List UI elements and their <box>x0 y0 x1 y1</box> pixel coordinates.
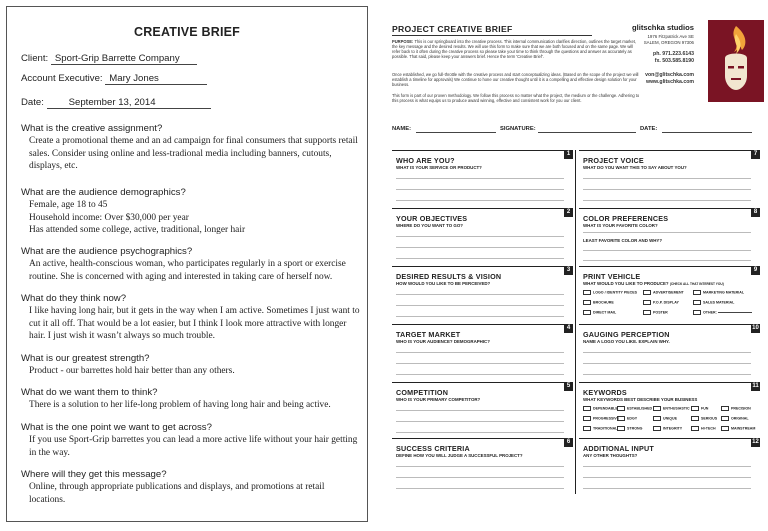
checkbox-box[interactable] <box>691 406 699 411</box>
answer-one-point: If you use Sport-Grip barrettes you can lead a more active life without your hair getting in the way. <box>29 435 358 458</box>
section-number: 6 <box>564 438 573 447</box>
client-value: Sport-Grip Barrette Company <box>51 53 197 65</box>
section-number: 2 <box>564 208 573 217</box>
section-question: WHAT IS YOUR FAVORITE COLOR? <box>583 223 658 228</box>
checkbox-label: MARKETING MATERIAL <box>703 290 745 295</box>
answer-line[interactable] <box>396 477 564 478</box>
keyword-option[interactable] <box>583 406 618 411</box>
purpose-text: This is our springboard into the creative process. This internal communication clarifies direction, outlines the target market, the key message and the desired results. We will use this form to make sure that we are both focused and on the same page. We will refer back to it often during the creative process so please take your time to think through the questions and answer as accurately as possible. That said, please keep your answers brief. Hence the term 'Creative Brief'. <box>392 39 637 60</box>
answer-line[interactable] <box>396 294 564 295</box>
section-rule <box>579 324 760 325</box>
answer-line[interactable] <box>583 200 751 201</box>
answer-line[interactable] <box>396 189 564 190</box>
checkbox-box[interactable] <box>643 300 651 305</box>
address-line: 1976 Fitzpatrick Ave SE <box>647 34 694 39</box>
page-title: PROJECT CREATIVE BRIEF <box>392 24 513 34</box>
checkbox-box[interactable] <box>653 426 661 431</box>
keyword-label: HI-TECH <box>701 426 716 431</box>
answer-line[interactable] <box>583 232 751 233</box>
address-line: SALEM, OREGON 97306 <box>643 39 694 45</box>
answer-line[interactable] <box>396 305 564 306</box>
checkbox-box[interactable] <box>721 406 729 411</box>
checkbox-box[interactable] <box>583 290 591 295</box>
checkbox-option[interactable] <box>583 300 614 305</box>
keyword-label: ENTHUSIASTIC <box>663 406 690 411</box>
demographic-line: Female, age 18 to 45 <box>29 200 108 210</box>
section-competition <box>392 382 573 438</box>
demographic-line: Household income: Over $30,000 per year <box>29 212 189 223</box>
page-title: CREATIVE BRIEF <box>133 25 241 39</box>
section-title: GAUGING PERCEPTION <box>583 330 670 339</box>
section-who-are-you <box>392 150 573 208</box>
answer-line[interactable] <box>396 200 564 201</box>
question-one-point: What is the one point we want to get across? <box>21 422 212 433</box>
section-question: WHAT DO YOU WANT THIS TO SAY ABOUT YOU? <box>583 165 687 170</box>
section-rule <box>392 324 573 325</box>
keyword-option[interactable] <box>583 416 619 421</box>
checkbox-box[interactable] <box>721 426 729 431</box>
checkbox-box[interactable] <box>693 290 701 295</box>
answer-line[interactable] <box>583 352 751 353</box>
section-project-voice <box>579 150 760 208</box>
fax-number: fx. 503.585.8190 <box>654 58 694 64</box>
answer-line[interactable] <box>583 189 751 190</box>
section-number: 7 <box>751 150 760 159</box>
keyword-label: SERIOUS <box>701 416 718 421</box>
checkbox-option[interactable] <box>583 310 616 315</box>
section-number: 3 <box>564 266 573 275</box>
section-desired-results <box>392 266 573 324</box>
account-executive-label: Account Executive: <box>21 73 103 84</box>
section-rule <box>392 438 573 439</box>
checkbox-box[interactable] <box>583 416 591 421</box>
answer-line[interactable] <box>396 258 564 259</box>
column-divider <box>575 150 576 494</box>
section-gauging-perception <box>579 324 760 382</box>
keyword-label: ESTABLISHED <box>627 406 653 411</box>
account-executive-field <box>21 73 207 85</box>
keyword-option[interactable] <box>691 426 716 431</box>
section-rule <box>392 266 573 267</box>
checkbox-option[interactable] <box>583 290 637 295</box>
section-title: WHO ARE YOU? <box>396 156 455 165</box>
section-title: COLOR PREFERENCES <box>583 214 669 223</box>
section-number: 9 <box>751 266 760 275</box>
section-question: WHERE DO YOU WANT TO GO? <box>396 223 463 228</box>
section-title: COMPETITION <box>396 388 449 397</box>
question-psychographics: What are the audience psychographics? <box>21 246 193 257</box>
section-print-vehicle <box>579 266 760 324</box>
client-label: Client: <box>21 53 49 64</box>
section-rule <box>579 382 760 383</box>
keyword-label: DEPENDABLE <box>593 406 618 411</box>
section-rule <box>392 150 573 151</box>
answer-want-them-to-think: There is a solution to her life-long problem of having long hair and being active. <box>29 400 331 410</box>
checkbox-box[interactable] <box>643 290 651 295</box>
section-number: 12 <box>752 439 759 445</box>
section-question: HOW WOULD YOU LIKE TO BE PERCEIVED? <box>396 281 491 286</box>
section-question: NAME A LOGO YOU LIKE. EXPLAIN WHY. <box>583 339 670 344</box>
studio-contact <box>645 72 694 86</box>
section-question: WHAT KEYWORDS BEST DESCRIBE YOUR BUSINESS <box>583 397 698 402</box>
checkbox-option[interactable] <box>693 310 752 315</box>
section-question-2: LEAST FAVORITE COLOR AND WHY? <box>583 238 663 243</box>
section-rule <box>579 208 760 209</box>
answer-creative-assignment: Create a promotional theme and an ad campaign for final consumers that supports retail sales. Consider using online and less-tradional media including banners, cutouts, displays, etc. <box>29 136 358 172</box>
section-rule <box>392 382 573 383</box>
answer-line[interactable] <box>583 260 751 261</box>
checkbox-box[interactable] <box>617 406 625 411</box>
section-title: ADDITIONAL INPUT <box>583 444 654 453</box>
keyword-label: MAINSTREAM <box>731 426 756 431</box>
name-input-line[interactable] <box>416 132 496 133</box>
checkbox-box[interactable] <box>617 426 625 431</box>
date-value: September 13, 2014 <box>47 97 211 109</box>
checkbox-label: DIRECT MAIL <box>593 310 617 315</box>
studio-brand-name: glitschka studios <box>631 23 694 32</box>
answer-line[interactable] <box>396 410 564 411</box>
keyword-option[interactable] <box>617 426 642 431</box>
answer-line[interactable] <box>583 250 751 251</box>
methodology-paragraph: This form is part of our proven methodology. We follow this process no matter what the project, the medium or the challenge. Adhering to this process is what equips us to produce award winning, effective and consistent work for you our client. <box>392 93 640 104</box>
demographic-line: Has attended some college, active, traditional, longer hair <box>29 225 246 236</box>
section-question-text: WHAT WOULD YOU LIKE TO PRODUCE? <box>583 281 669 286</box>
checkbox-box[interactable] <box>653 416 661 421</box>
checkbox-box[interactable] <box>643 310 651 315</box>
section-number: 11 <box>752 383 759 389</box>
answer-line[interactable] <box>583 363 751 364</box>
keyword-option[interactable] <box>653 426 682 431</box>
title-rule <box>392 35 592 36</box>
keyword-label: STRONG <box>627 426 643 431</box>
question-greatest-strength: What is our greatest strength? <box>21 353 150 364</box>
answer-line[interactable] <box>583 477 751 478</box>
section-question: WHO IS YOUR AUDIENCE? DEMOGRAPHIC? <box>396 339 490 344</box>
answer-line[interactable] <box>583 178 751 179</box>
checkbox-label: BROCHURE <box>593 300 614 305</box>
keyword-option[interactable] <box>617 416 637 421</box>
signature-label: SIGNATURE: <box>500 126 536 132</box>
answer-line[interactable] <box>396 374 564 375</box>
website-url: www.glitschka.com <box>646 79 694 85</box>
section-success-criteria <box>392 438 573 494</box>
section-rule <box>579 150 760 151</box>
phone-number: ph. 971.223.6143 <box>653 51 694 57</box>
section-title: PROJECT VOICE <box>583 156 644 165</box>
answer-line[interactable] <box>396 316 564 317</box>
answer-line[interactable] <box>396 363 564 364</box>
keyword-option[interactable] <box>653 406 690 411</box>
checkbox-label: POSTER <box>653 310 668 315</box>
keyword-option[interactable] <box>721 406 751 411</box>
answer-greatest-strength: Product - our barrettes hold hair better than any others. <box>29 366 235 376</box>
signature-input-line[interactable] <box>538 132 636 133</box>
section-color-preferences <box>579 208 760 266</box>
keyword-option[interactable] <box>691 406 708 411</box>
answer-line[interactable] <box>396 466 564 467</box>
question-demographics: What are the audience demographics? <box>21 187 186 198</box>
studio-address <box>644 34 694 45</box>
date-input-line[interactable] <box>662 132 752 133</box>
section-title: YOUR OBJECTIVES <box>396 214 468 223</box>
checkbox-option[interactable] <box>643 310 668 315</box>
answer-demographics <box>29 199 363 237</box>
checkbox-box[interactable] <box>617 416 625 421</box>
answer-line[interactable] <box>396 488 564 489</box>
answer-line[interactable] <box>583 488 751 489</box>
checkbox-option[interactable] <box>643 290 684 295</box>
checkbox-label: SALES MATERIAL <box>703 300 735 305</box>
checkbox-box[interactable] <box>583 310 591 315</box>
email-address: von@glitschka.com <box>645 72 694 78</box>
keyword-label: FUN <box>701 406 709 411</box>
keyword-option[interactable] <box>653 416 677 421</box>
section-title: SUCCESS CRITERIA <box>396 444 470 453</box>
section-number: 10 <box>752 325 759 331</box>
checkbox-box[interactable] <box>691 416 699 421</box>
section-number: 5 <box>564 382 573 391</box>
keyword-option[interactable] <box>721 426 755 431</box>
section-additional-input <box>579 438 760 494</box>
keyword-label: PROGRESSIVE <box>593 416 620 421</box>
section-your-objectives <box>392 208 573 266</box>
keyword-label: INTEGRITY <box>663 426 683 431</box>
other-input-line[interactable] <box>718 312 752 313</box>
section-title: TARGET MARKET <box>396 330 461 339</box>
client-field <box>21 53 197 65</box>
question-want-them-to-think: What do we want them to think? <box>21 387 158 398</box>
answer-line[interactable] <box>396 352 564 353</box>
answer-where-message: Online, through appropriate publications and displays, and promotions at retail locations. <box>29 482 325 505</box>
section-target-market <box>392 324 573 382</box>
keyword-label: PRECISION <box>731 406 751 411</box>
section-question: WHAT IS YOUR SERVICE OR PRODUCT? <box>396 165 482 170</box>
keyword-option[interactable] <box>691 416 717 421</box>
keyword-option[interactable] <box>721 416 749 421</box>
section-question <box>583 281 724 286</box>
section-question: DEFINE HOW YOU WILL JUDGE A SUCCESSFUL PROJECT? <box>396 453 523 458</box>
studio-phones <box>653 51 694 65</box>
answer-line[interactable] <box>396 421 564 422</box>
keyword-option[interactable] <box>583 426 617 431</box>
answer-line[interactable] <box>396 432 564 433</box>
section-rule <box>579 266 760 267</box>
question-where-message: Where will they get this message? <box>21 469 167 480</box>
purpose-paragraph <box>392 39 640 59</box>
section-title: PRINT VEHICLE <box>583 272 641 281</box>
checkbox-label: OTHER: <box>703 310 717 315</box>
checkbox-box[interactable] <box>721 416 729 421</box>
studio-logo <box>708 20 764 102</box>
section-title: DESIRED RESULTS & VISION <box>396 272 502 281</box>
checkbox-box[interactable] <box>691 426 699 431</box>
creative-brief-page <box>6 6 368 522</box>
answer-line[interactable] <box>396 247 564 248</box>
process-paragraph: Once established, we go full-throttle with the creative process and start conceptualizing ideas. (Based on the scope of the project we will establish a timeline for approvals) We continue to hone our creative thought until it is a compelling and effective design solution for your business. <box>392 72 639 88</box>
section-rule <box>392 208 573 209</box>
checkbox-box[interactable] <box>583 406 591 411</box>
date-label: Date: <box>21 97 44 108</box>
checkbox-box[interactable] <box>583 300 591 305</box>
checkbox-option[interactable] <box>693 300 734 305</box>
keyword-option[interactable] <box>617 406 652 411</box>
checkbox-box[interactable] <box>693 300 701 305</box>
checkbox-box[interactable] <box>583 426 591 431</box>
checkbox-label: P.O.P. DISPLAY <box>653 300 679 305</box>
keyword-label: EDGY <box>627 416 638 421</box>
section-number: 1 <box>564 150 573 159</box>
flame-head-icon <box>708 20 764 102</box>
checkbox-box[interactable] <box>653 406 661 411</box>
checkbox-option[interactable] <box>643 300 679 305</box>
section-title: KEYWORDS <box>583 388 627 397</box>
section-rule <box>579 438 760 439</box>
section-question: ANY OTHER THOUGHTS? <box>583 453 638 458</box>
answer-psychographics: An active, health-conscious woman, who participates regularly in a sport or exercise routine. She is concerned with aging and interested in taking care of herself now. <box>29 259 346 282</box>
question-think-now: What do they think now? <box>21 293 127 304</box>
checkbox-label: LOGO / IDENTITY PIECES <box>593 290 638 295</box>
purpose-label: PURPOSE: <box>392 39 414 44</box>
section-number: 4 <box>564 324 573 333</box>
answer-line[interactable] <box>583 466 751 467</box>
section-number: 8 <box>751 208 760 217</box>
date-field <box>21 97 211 109</box>
checkbox-box[interactable] <box>693 310 701 315</box>
answer-think-now: I like having long hair, but it gets in the way when I am active. Sometimes I just want to cut it all off. That would be a lot easier, but I think I look more attractive with longer hair. I just wish it wasn’t always so much trouble. <box>29 306 360 342</box>
project-creative-brief-page <box>386 6 764 526</box>
answer-line[interactable] <box>396 236 564 237</box>
keyword-label: ORIGINAL <box>731 416 749 421</box>
section-keywords <box>579 382 760 438</box>
question-creative-assignment: What is the creative assignment? <box>21 123 163 134</box>
answer-line[interactable] <box>583 374 751 375</box>
keyword-label: UNIQUE <box>663 416 677 421</box>
answer-line[interactable] <box>396 178 564 179</box>
date-label: DATE: <box>640 126 658 132</box>
keyword-label: TRADITIONAL <box>593 426 618 431</box>
checkbox-option[interactable] <box>693 290 744 295</box>
section-note: (CHECK ALL THAT INTEREST YOU) <box>669 282 724 286</box>
name-label: NAME: <box>392 126 411 132</box>
section-question: WHO IS YOUR PRIMARY COMPETITOR? <box>396 397 481 402</box>
account-executive-value: Mary Jones <box>105 73 207 85</box>
checkbox-label: ADVERTISEMENT <box>653 290 684 295</box>
